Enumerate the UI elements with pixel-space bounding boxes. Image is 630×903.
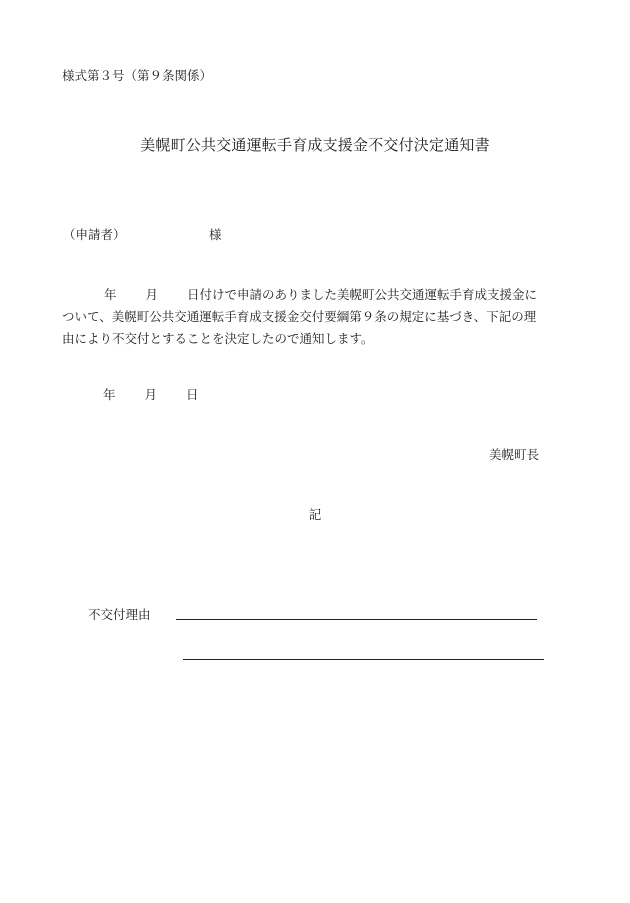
date-day: 日 xyxy=(186,387,199,402)
ki-heading xyxy=(0,505,630,523)
reason-line-1 xyxy=(176,619,537,620)
body-line-1-text: 日付けで申請のありました美幌町公共交通運転手育成支援金に xyxy=(187,287,538,302)
date-year: 年 xyxy=(103,387,116,402)
body-month: 月 xyxy=(145,287,159,302)
reason-label: 不交付理由 xyxy=(88,607,151,622)
document-title-text: 美幌町公共交通運転手育成支援金不交付決定通知書 xyxy=(140,136,490,154)
body-line-1 xyxy=(62,284,576,306)
ki-text: 記 xyxy=(308,507,322,522)
applicant-label: （申請者） xyxy=(63,227,126,242)
body-line-2: ついて、美幌町公共交通運転手育成支援金交付要綱第９条の規定に基づき、下記の理 xyxy=(62,309,537,324)
issue-date xyxy=(103,385,199,403)
date-month: 月 xyxy=(144,387,158,402)
body-line-3: 由により不交付とすることを決定したので通知します。 xyxy=(62,331,374,346)
form-number: 様式第３号（第９条関係） xyxy=(62,68,213,83)
body-year: 年 xyxy=(104,287,117,302)
applicant-honorific: 様 xyxy=(209,227,222,242)
issuer: 美幌町長 xyxy=(489,447,540,462)
document-title xyxy=(0,134,630,155)
notice-body xyxy=(62,284,576,350)
reason-line-2 xyxy=(183,659,544,660)
